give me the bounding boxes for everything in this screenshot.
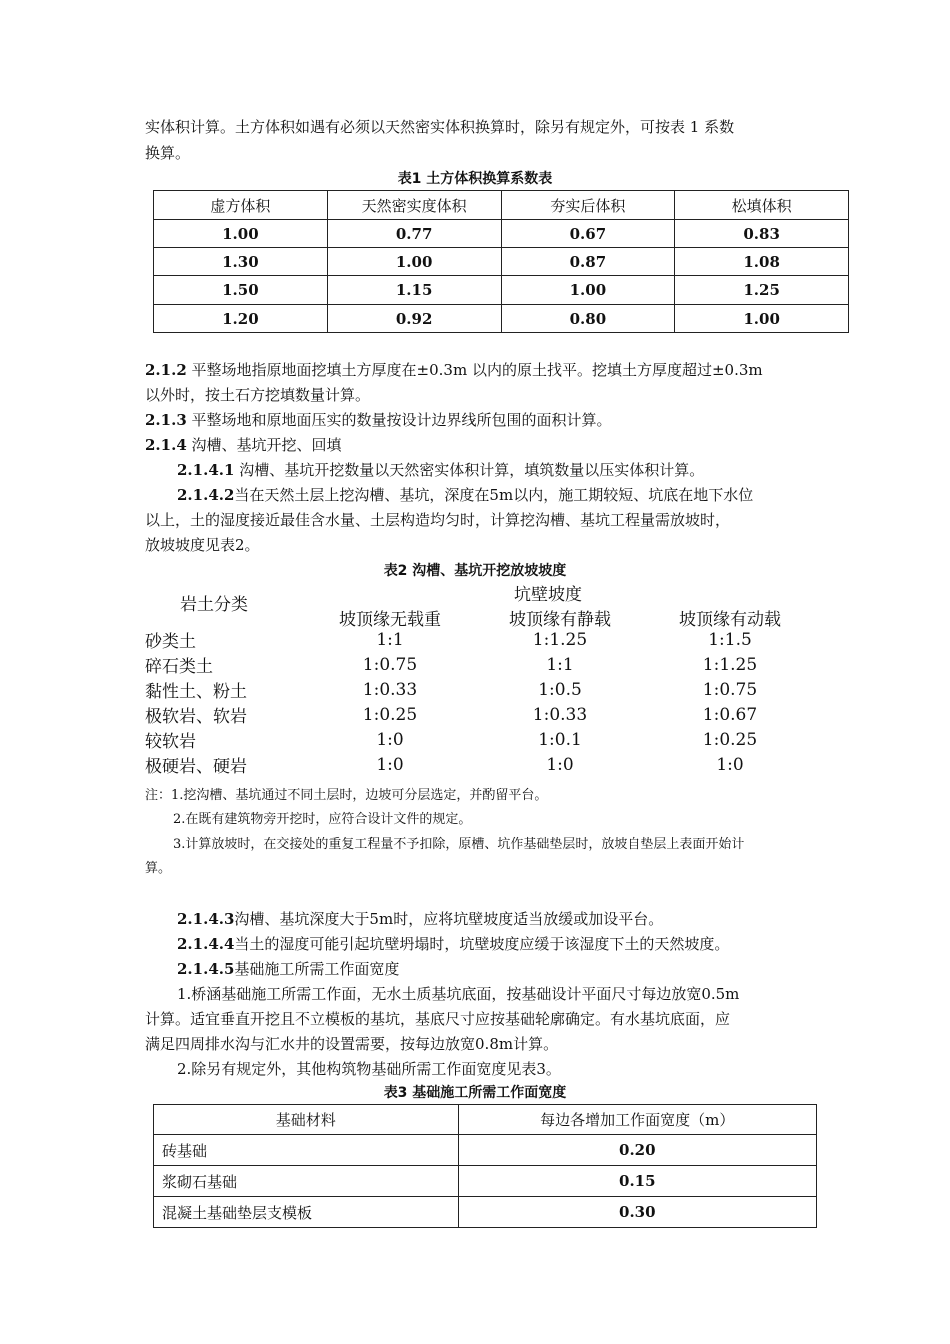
section-text: 沟槽、基坑开挖、回填 (186, 436, 342, 454)
sec-2-1-4-2-line-3: 放坡坡度见表2。 (145, 536, 260, 554)
table3-material: 浆砌石基础 (154, 1166, 459, 1197)
sec-2-1-4-4 (177, 931, 729, 957)
table1-cell: 0.77 (327, 220, 501, 248)
table3-header: 基础材料 (154, 1105, 459, 1135)
item-2: 2.除另有规定外，其他构筑物基础所需工作面宽度见表3。 (177, 1060, 561, 1078)
table2-row-name: 较软岩 (145, 732, 196, 752)
table2-row-name: 黏性土、粉土 (145, 682, 247, 702)
table-row (154, 1135, 817, 1166)
table1-cell: 1.30 (154, 248, 328, 276)
table2-cell: 1:0.67 (702, 705, 758, 725)
table1-header: 夯实后体积 (501, 191, 675, 220)
table2-cell: 1:0.25 (702, 730, 758, 750)
table2-header: 坡顶缘有静载 (509, 610, 611, 630)
sec-2-1-4-2-line-1 (177, 482, 753, 508)
sec-2-1-3 (145, 407, 612, 433)
table1-cell: 1.00 (154, 220, 328, 248)
table-row (154, 305, 849, 333)
sec-2-1-4-5 (177, 956, 399, 982)
note-3-line-1: 3.计算放坡时，在交接处的重复工程量不予扣除，原槽、坑作基础垫层时，放坡自垫层上表面开始计 (173, 837, 745, 852)
table1-header: 天然密实度体积 (327, 191, 501, 220)
table-row (154, 248, 849, 276)
sec-2-1-4-1 (177, 457, 704, 483)
table3-value: 0.15 (458, 1166, 816, 1197)
table2-cell: 1:1.5 (708, 630, 752, 650)
table3-caption: 表3 基础施工所需工作面宽度 (383, 1085, 567, 1101)
table1-cell: 0.83 (675, 220, 849, 248)
table2-cell: 1:0.1 (538, 730, 582, 750)
item-1-line-2: 计算。适宜垂直开挖且不立模板的基坑，基底尺寸应按基础轮廓确定。有水基坑底面，应 (145, 1010, 731, 1028)
note-2: 2.在既有建筑物旁开挖时，应符合设计文件的规定。 (173, 812, 472, 827)
sec-2-1-4-3 (177, 906, 663, 932)
table1-cell: 0.67 (501, 220, 675, 248)
table3 (153, 1104, 817, 1228)
table2-col0-header: 岩土分类 (180, 595, 248, 615)
section-text: 平整场地和原地面压实的数量按设计边界线所包围的面积计算。 (186, 411, 612, 429)
intro-line-1: 实体积计算。土方体积如遇有必须以天然密实体积换算时，除另有规定外，可按表 1 系数 (145, 118, 735, 136)
table1-cell: 1.50 (154, 276, 328, 305)
table1 (153, 190, 849, 333)
section-text: 平整场地指原地面挖填土方厚度在±0.3m 以内的原土找平。挖填土方厚度超过±0.3m (186, 361, 763, 379)
sec-2-1-4-2-line-2: 以上，土的湿度接近最佳含水量、土层构造均匀时，计算挖沟槽、基坑工程量需放坡时， (145, 511, 731, 529)
section-number: 2.1.4.3 (177, 910, 235, 928)
table1-cell: 1.20 (154, 305, 328, 333)
table2-header: 坡顶缘无载重 (339, 610, 441, 630)
table1-cell: 0.87 (501, 248, 675, 276)
table2-header: 坡顶缘有动载 (679, 610, 781, 630)
table1-cell: 0.92 (327, 305, 501, 333)
table1-header: 松填体积 (675, 191, 849, 220)
note-1: 注：1.挖沟槽、基坑通过不同土层时，边坡可分层选定，并酌留平台。 (145, 788, 548, 803)
section-text: 当在天然土层上挖沟槽、基坑，深度在5m以内，施工期较短、坑底在地下水位 (234, 486, 754, 504)
table2-cell: 1:0.75 (362, 655, 418, 675)
section-number: 2.1.4 (145, 436, 187, 454)
table2-cell: 1:1 (376, 630, 404, 650)
table2-cell: 1:1.25 (532, 630, 588, 650)
table2-row-name: 砂类土 (145, 632, 196, 652)
table1-cell: 1.08 (675, 248, 849, 276)
table3-header-row (154, 1105, 817, 1135)
sec-2-1-2-line-2: 以外时，按土石方挖填数量计算。 (145, 386, 371, 404)
table1-cell: 1.00 (675, 305, 849, 333)
section-number: 2.1.4.5 (177, 960, 235, 978)
section-text: 沟槽、基坑开挖数量以天然密实体积计算，填筑数量以压实体积计算。 (234, 461, 705, 479)
table3-material: 砖基础 (154, 1135, 459, 1166)
table-row (154, 276, 849, 305)
table3-header: 每边各增加工作面宽度（m） (458, 1105, 816, 1135)
section-text: 当土的湿度可能引起坑壁坍塌时，坑壁坡度应缓于该湿度下土的天然坡度。 (234, 935, 730, 953)
table1-header: 虚方体积 (154, 191, 328, 220)
table2-cell: 1:0 (716, 755, 744, 775)
table-row (154, 1166, 817, 1197)
table2-cell: 1:0.5 (538, 680, 582, 700)
table2-cell: 1:0 (376, 755, 404, 775)
section-number: 2.1.3 (145, 411, 187, 429)
table1-cell: 1.25 (675, 276, 849, 305)
table2-cell: 1:0.33 (532, 705, 588, 725)
table3-value: 0.20 (458, 1135, 816, 1166)
section-number: 2.1.4.2 (177, 486, 235, 504)
table2-cell: 1:0.25 (362, 705, 418, 725)
section-text: 沟槽、基坑深度大于5m时，应将坑壁坡度适当放缓或加设平台。 (234, 910, 664, 928)
table2-group-header: 坑壁坡度 (514, 585, 582, 605)
table3-value: 0.30 (458, 1197, 816, 1228)
item-1-line-1: 1.桥涵基础施工所需工作面，无水土质基坑底面，按基础设计平面尺寸每边放宽0.5m (177, 985, 740, 1003)
table-row (154, 1197, 817, 1228)
table1-cell: 1.00 (501, 276, 675, 305)
table2-row-name: 碎石类土 (145, 657, 213, 677)
item-1-line-3: 满足四周排水沟与汇水井的设置需要，按每边放宽0.8m计算。 (145, 1035, 559, 1053)
table2-cell: 1:0.33 (362, 680, 418, 700)
table1-cell: 1.00 (327, 248, 501, 276)
table1-cell: 0.80 (501, 305, 675, 333)
table2-cell: 1:1.25 (702, 655, 758, 675)
sec-2-1-4 (145, 432, 342, 458)
table2-cell: 1:0.75 (702, 680, 758, 700)
section-text: 基础施工所需工作面宽度 (234, 960, 400, 978)
note-3-line-2: 算。 (145, 861, 172, 876)
section-number: 2.1.2 (145, 361, 187, 379)
table1-cell: 1.15 (327, 276, 501, 305)
section-number: 2.1.4.1 (177, 461, 235, 479)
intro-line-2: 换算。 (145, 144, 191, 162)
table2-cell: 1:1 (546, 655, 574, 675)
table2-row-name: 极硬岩、硬岩 (145, 757, 247, 777)
table2-caption: 表2 沟槽、基坑开挖放坡坡度 (383, 563, 567, 579)
table1-header-row (154, 191, 849, 220)
table1-caption: 表1 土方体积换算系数表 (397, 171, 553, 187)
table2-cell: 1:0 (546, 755, 574, 775)
sec-2-1-2-line-1 (145, 357, 763, 383)
table3-material: 混凝土基础垫层支模板 (154, 1197, 459, 1228)
table-row (154, 220, 849, 248)
section-number: 2.1.4.4 (177, 935, 235, 953)
table2-row-name: 极软岩、软岩 (145, 707, 247, 727)
table2-cell: 1:0 (376, 730, 404, 750)
